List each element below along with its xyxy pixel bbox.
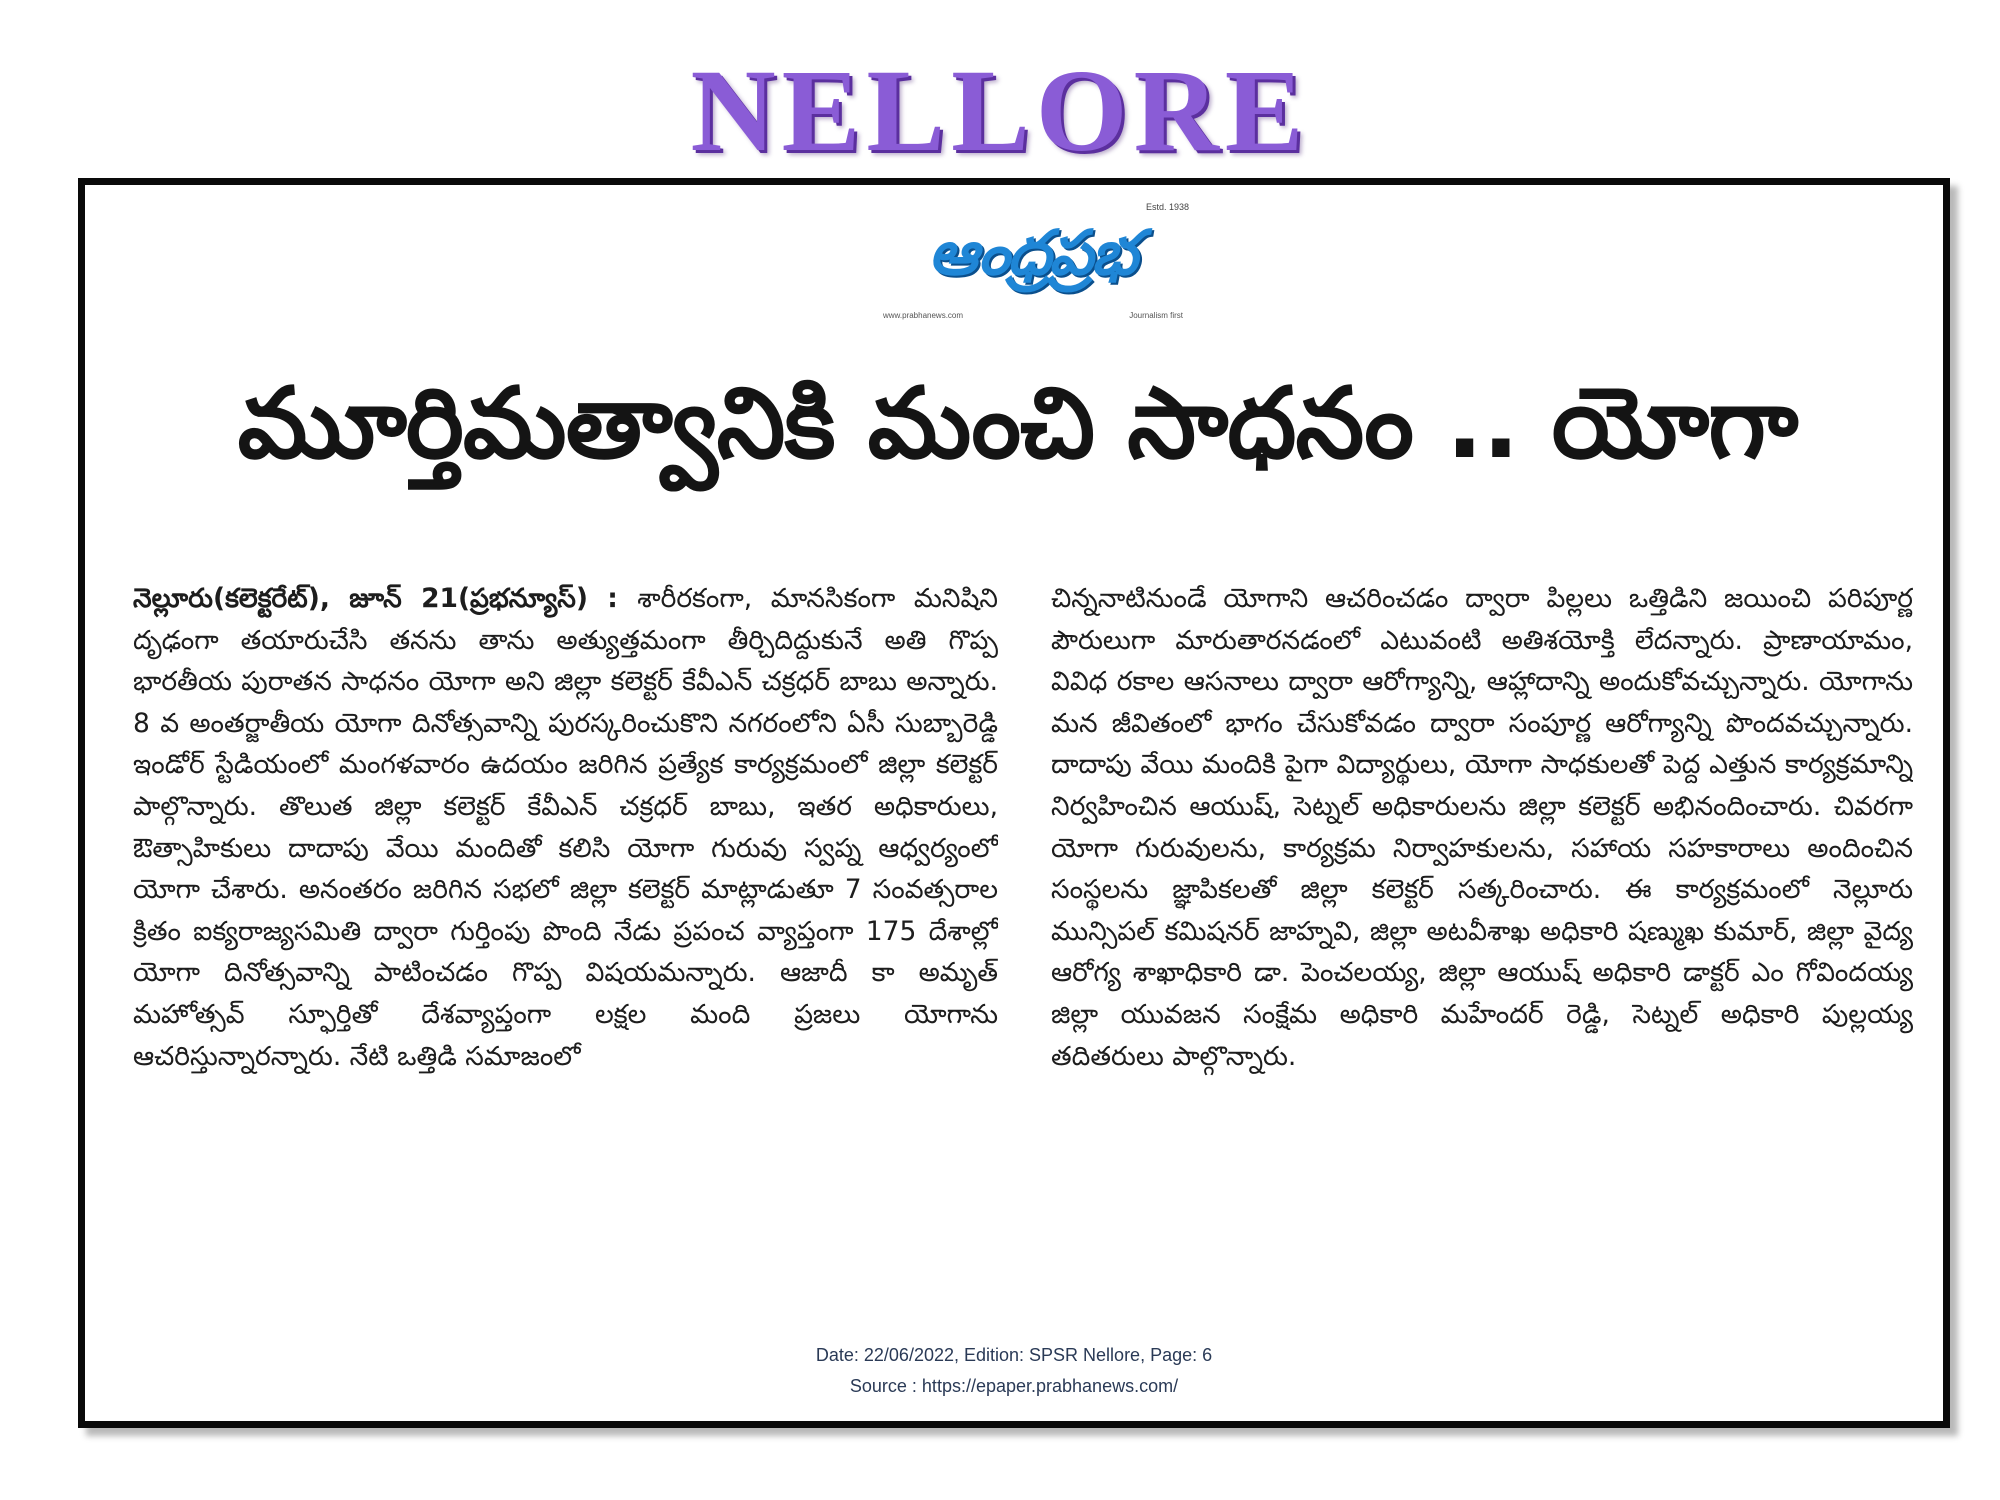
article-column-right <box>1051 578 1913 1168</box>
article-column-left <box>133 578 998 1168</box>
newspaper-clipping <box>78 178 1950 1428</box>
date-edition-page: Date: 22/06/2022, Edition: SPSR Nellore, Page: 6 <box>815 1345 1213 1365</box>
article-right-text: చిన్ననాటినుండే యోగాని ఆచరించడం ద్వారా పిల్లలు ఒత్తిడిని జయించి పరిపూర్ణ పౌరులుగా మారుతారనడంలో ఎటువంటి అతిశయోక్తి లేదన్నారు. ప్రాణాయామం, వివిధ రకాల ఆసనాలు ద్వారా ఆరోగ్యాన్ని, ఆహ్లాదాన్ని అందుకోవచ్చున్నారు. యోగాను మన జీవితంలో భాగం చేసుకోవడం ద్వారా సంపూర్ణ ఆరోగ్యాన్ని పొందవచ్చున్నారు. దాదాపు వేయి మందికి పైగా విద్యార్థులు, యోగా సాధకులతో పెద్ద ఎత్తున కార్యక్రమాన్ని నిర్వహించిన ఆయుష్, సెట్నల్ అధికారులను జిల్లా కలెక్టర్ అభినందించారు. చివరగా యోగా గురువులను, కార్యక్రమ నిర్వాహకులను, సహాయ సహకారాలు అందించిన సంస్థలను జ్ఞాపికలతో జిల్లా కలెక్టర్ సత్కరించారు. ఈ కార్యక్రమంలో నెల్లూరు మున్సిపల్ కమిషనర్ జాహ్నవి, జిల్లా అటవీశాఖ అధికారి షణ్ముఖ కుమార్, జిల్లా వైద్య ఆరోగ్య శాఖాధికారి డా. పెంచలయ్య, జిల్లా ఆయుష్ అధికారి డాక్టర్ ఎం గోవిందయ్య జిల్లా యువజన సంక్షేమ అధికారి మహేందర్ రెడ్డి, సెట్నల్ అధికారి పుల్లయ్య తదితరులు పాల్గొన్నారు. <box>1051 583 1913 1072</box>
newspaper-logo: ఆంధ్రప్రభ <box>928 216 1136 289</box>
article-left-text: శారీరకంగా, మానసికంగా మనిషిని దృఢంగా తయారుచేసి తనను తాను అత్యుత్తమంగా తీర్చిదిద్దుకునే అతి గొప్ప భారతీయ పురాతన సాధనం యోగా అని జిల్లా కలెక్టర్ కేవీఎన్ చక్రధర్ బాబు అన్నారు. 8 వ అంతర్జాతీయ యోగా దినోత్సవాన్ని పురస్కరించుకొని నగరంలోని ఏసీ సుబ్బారెడ్డి ఇండోర్ స్టేడియంలో మంగళవారం ఉదయం జరిగిన ప్రత్యేక కార్యక్రమంలో జిల్లా కలెక్టర్ పాల్గొన్నారు. తొలుత జిల్లా కలెక్టర్ కేవీఎన్ చక్రధర్ బాబు, ఇతర అధికారులు, ఔత్సాహికులు దాదాపు వేయి మందితో కలిసి యోగా గురువు స్వప్న ఆధ్వర్యంలో యోగా చేశారు. అనంతరం జరిగిన సభలో జిల్లా కలెక్టర్ మాట్లాడుతూ 7 సంవత్సరాల క్రితం ఐక్యరాజ్యసమితి ద్వారా గుర్తింపు పొంది నేడు ప్రపంచ వ్యాప్తంగా 175 దేశాల్లో యోగా దినోత్సవాన్ని పాటించడం గొప్ప విషయమన్నారు. ఆజాదీ కా అమృత్ మహోత్సవ్ స్ఫూర్తితో దేశవ్యాప్తంగా లక్షల మంది ప్రజలు యోగాను ఆచరిస్తున్నారన్నారు. నేటి ఒత్తిడి సమాజంలో <box>133 583 998 1072</box>
article-body <box>133 578 1913 1168</box>
masthead-established: Estd. 1938 <box>1145 202 1189 212</box>
clipping-footer <box>85 1340 1943 1402</box>
article-headline: మూర్తిమత్వానికి మంచి సాధనం .. యోగా <box>237 367 1798 481</box>
article-dateline: నెల్లూరు(కలెక్టరేట్), జూన్ 21(ప్రభన్యూస్) : <box>133 583 638 614</box>
newspaper-masthead <box>867 202 1197 322</box>
masthead-tagline: Journalism first <box>1129 311 1183 320</box>
region-title: NELLORE <box>690 45 1310 176</box>
masthead-website: www.prabhanews.com <box>883 311 964 320</box>
source-line: Source : https://epaper.prabhanews.com/ <box>849 1376 1179 1396</box>
